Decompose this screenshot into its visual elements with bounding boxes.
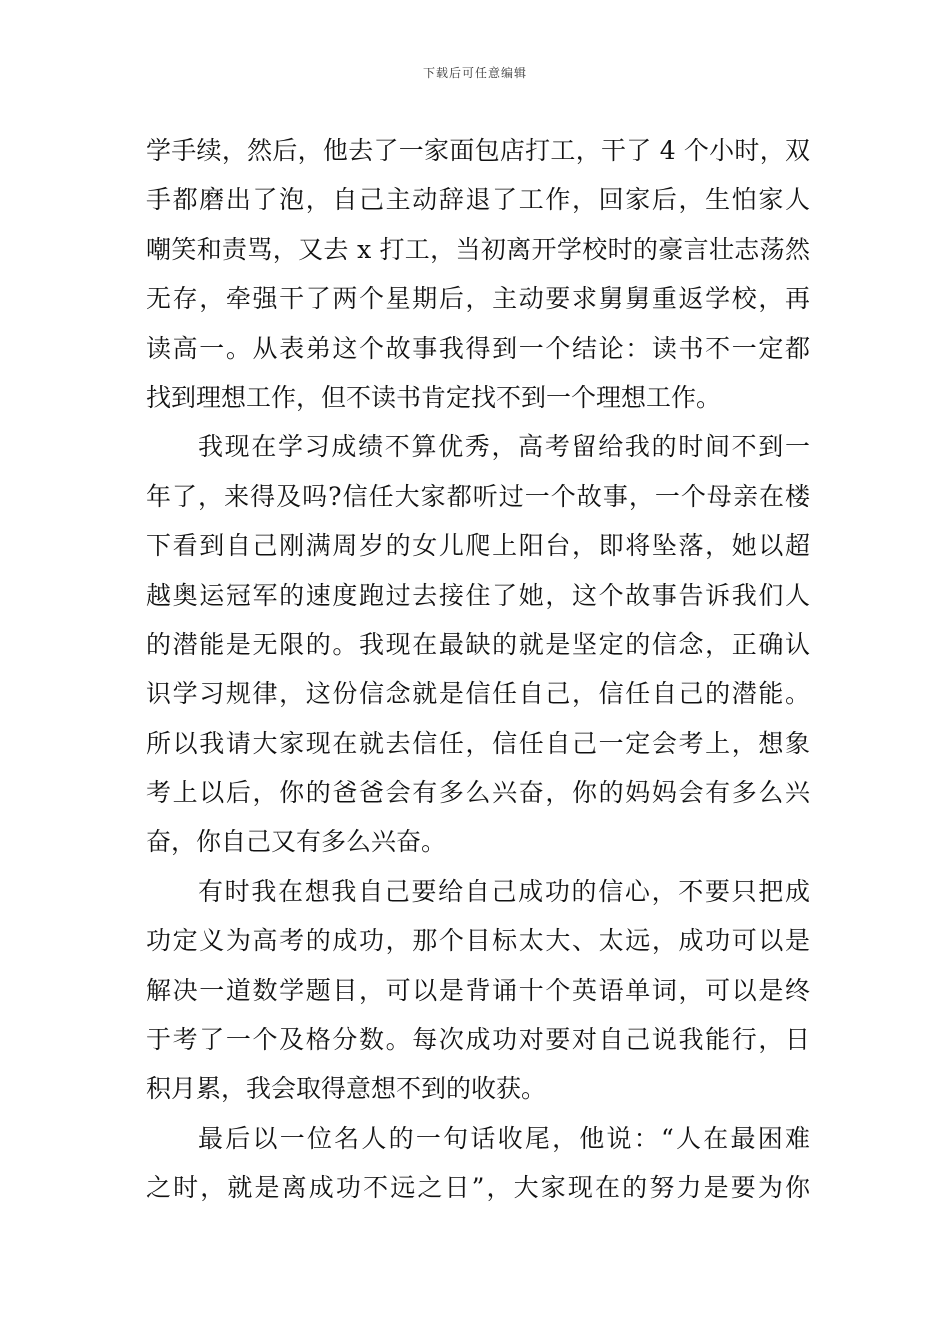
text-line: 解决一道数学题目，可以是背诵十个英语单词，可以是终	[146, 975, 810, 1005]
text-line: 奋，你自己又有多么兴奋。	[146, 827, 447, 857]
text-line: 找到理想工作，但不读书肯定找不到一个理想工作。	[146, 382, 722, 412]
page-header: 下载后可任意编辑	[422, 66, 527, 80]
text-line: 手都磨出了泡，自己主动辞退了工作，回家后，生怕家人	[146, 185, 810, 215]
text-line: 的潜能是无限的。我现在最缺的就是坚定的信念，正确认	[146, 629, 810, 659]
text-line: 识学习规律，这份信念就是信任自己，信任自己的潜能。	[146, 679, 810, 709]
text-line: 嘲笑和责骂，又去 x 打工，当初离开学校时的豪言壮志荡然	[146, 234, 810, 264]
text-line: 所以我请大家现在就去信任，信任自己一定会考上，想象	[146, 728, 810, 758]
text-line: 之时，就是离成功不远之日”，大家现在的努力是要为你	[146, 1173, 810, 1203]
text-line: 越奥运冠军的速度跑过去接住了她，这个故事告诉我们人	[146, 580, 810, 610]
text-line: 功定义为高考的成功，那个目标太大、太远，成功可以是	[146, 926, 810, 956]
text-line: 无存，牵强干了两个星期后，主动要求舅舅重返学校，再	[146, 284, 810, 314]
text-line: 读高一。从表弟这个故事我得到一个结论：读书不一定都	[146, 333, 810, 363]
paragraph-first-line: 有时我在想我自己要给自己成功的信心，不要只把成	[198, 876, 810, 906]
paragraph-first-line: 我现在学习成绩不算优秀，高考留给我的时间不到一	[198, 432, 810, 462]
document-body	[146, 126, 810, 1213]
text-line: 积月累，我会取得意想不到的收获。	[146, 1074, 547, 1104]
text-line: 学手续，然后，他去了一家面包店打工，干了 4 个小时，双	[146, 136, 810, 165]
text-line: 年了，来得及吗?信任大家都听过一个故事，一个母亲在楼	[146, 481, 810, 511]
text-line: 下看到自己刚满周岁的女儿爬上阳台，即将坠落，她以超	[146, 531, 810, 561]
text-line: 考上以后，你的爸爸会有多么兴奋，你的妈妈会有多么兴	[146, 778, 810, 808]
text-line: 于考了一个及格分数。每次成功对要对自己说我能行，日	[146, 1025, 810, 1055]
paragraph-first-line: 最后以一位名人的一句话收尾，他说：“人在最困难	[198, 1123, 810, 1153]
